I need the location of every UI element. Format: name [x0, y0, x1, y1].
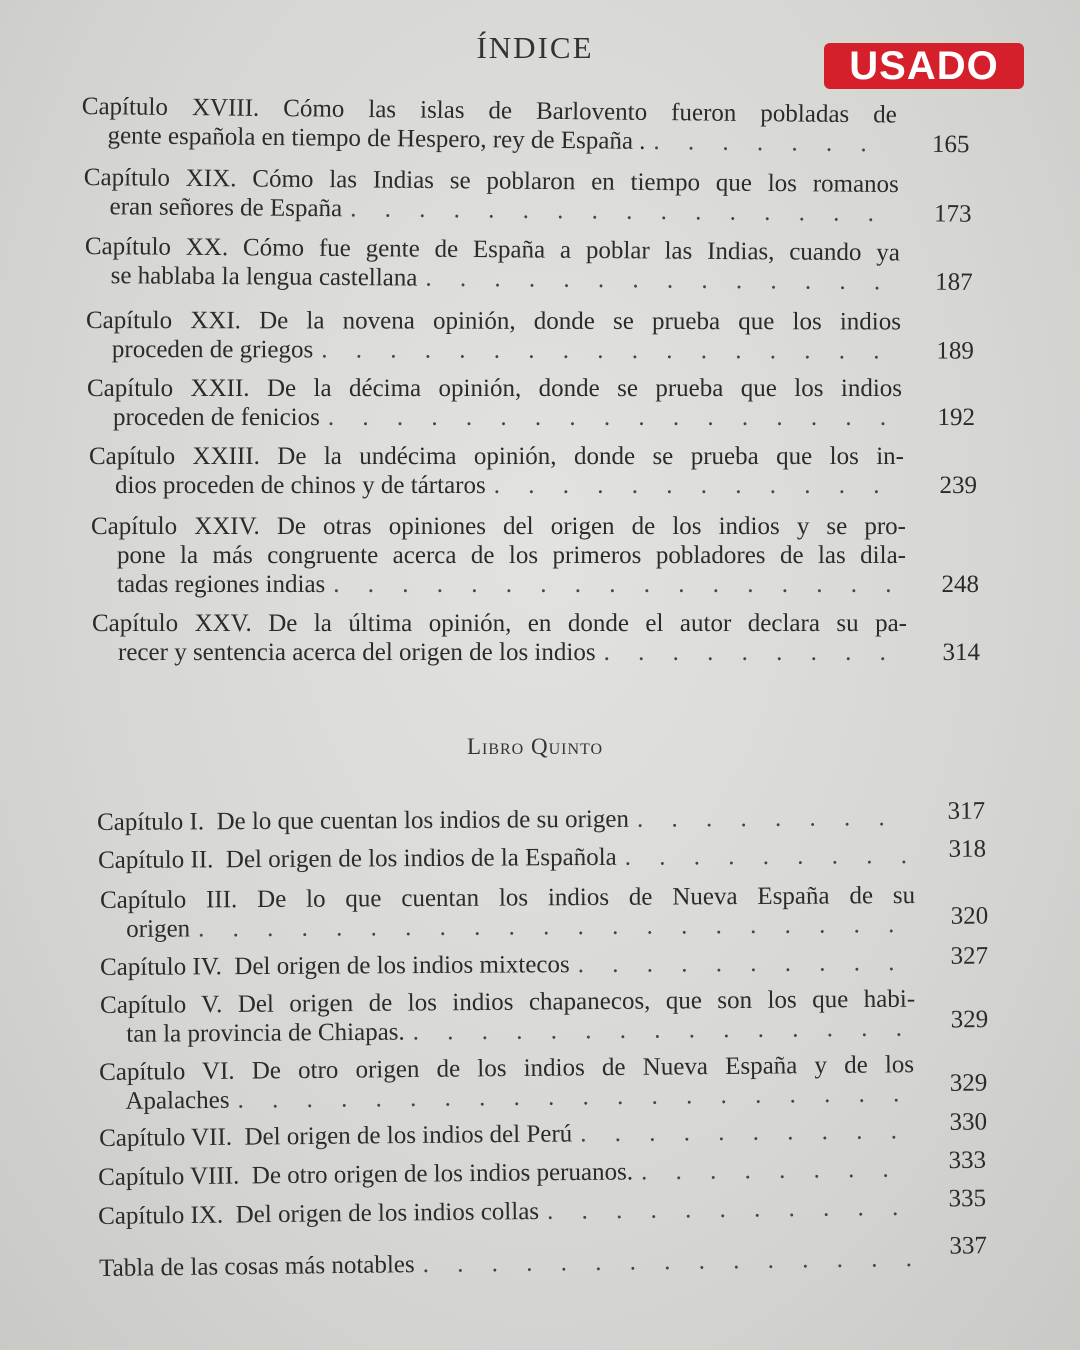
entry-title-last-line: Del origen de los indios mixtecos — [234, 951, 570, 981]
leader-dots — [625, 841, 914, 872]
entry-title-last-line: De otro origen de los indios peruanos. — [251, 1158, 634, 1190]
entry-title-last-line: recer y sentencia acerca del origen de los indios — [118, 639, 596, 666]
chapter-label: Capítulo VIII. — [98, 1162, 240, 1191]
chapter-label: Capítulo XXV. — [92, 610, 252, 637]
page-number: 165 — [931, 130, 970, 159]
toc-entry — [83, 163, 983, 229]
entry-title-line: pone la más congruente acerca de los primeros pobladores de las dila- — [117, 542, 906, 569]
leader-dots — [547, 1193, 913, 1226]
entry-title-last-line: tadas regiones indias — [117, 571, 326, 598]
entry-title-line: De la décima opinión, donde se prueba que los indios — [266, 375, 902, 402]
page-number: 333 — [948, 1146, 987, 1175]
leader-dots — [425, 264, 899, 297]
page-number: 239 — [939, 472, 977, 499]
page-number: 335 — [948, 1184, 987, 1213]
entry-title-line: Cómo fue gente de España a poblar las Indias, cuando ya — [242, 234, 900, 267]
chapter-label: Capítulo XXIII. — [89, 443, 260, 470]
leader-dots — [580, 1116, 914, 1148]
entry-title-last-line: se hablaba la lengua castellana — [110, 262, 418, 292]
chapter-label: Capítulo VII. — [99, 1123, 233, 1152]
page-number: 248 — [941, 571, 979, 598]
toc-entry — [89, 442, 989, 500]
leader-dots — [350, 194, 899, 228]
toc-entry — [100, 942, 1000, 982]
entry-title-line: De la novena opinión, donde se prueba que los indios — [259, 307, 902, 336]
toc-entry — [100, 881, 1000, 944]
used-badge: USADO — [824, 43, 1024, 89]
chapter-label: Capítulo IV. — [100, 953, 222, 981]
leader-dots — [422, 1244, 914, 1279]
leader-dots — [198, 910, 915, 943]
toc-entry — [81, 92, 982, 159]
section-heading: Libro Quinto — [466, 734, 604, 759]
page-number: 327 — [950, 942, 989, 970]
chapter-label: Capítulo XXI. — [85, 307, 241, 335]
page-number: 192 — [937, 404, 975, 431]
leader-dots — [413, 1014, 916, 1047]
page-number: 330 — [949, 1108, 988, 1136]
page-number: 329 — [949, 1069, 988, 1097]
page-number: 173 — [933, 200, 972, 228]
entry-title-last-line: Del origen de los indios del Perú — [244, 1120, 573, 1151]
page-number: 317 — [947, 797, 986, 825]
toc-entry — [99, 1108, 999, 1153]
leader-dots — [641, 1154, 913, 1186]
entry-title-last-line: eran señores de España — [109, 193, 343, 223]
entry-title-last-line: Apalaches — [125, 1086, 230, 1115]
entry-title-last-line: Tabla de las cosas más notables — [99, 1251, 415, 1282]
chapter-label: Capítulo XVIII. — [81, 92, 260, 122]
leader-dots — [578, 948, 916, 979]
page-number: 320 — [950, 902, 989, 930]
chapter-label: Capítulo I. — [97, 808, 205, 836]
chapter-label: Capítulo II. — [98, 846, 214, 874]
chapter-label: Capítulo VI. — [99, 1057, 235, 1086]
leader-dots — [637, 803, 912, 834]
toc-entry — [92, 609, 992, 667]
toc-entry — [98, 1184, 998, 1231]
entry-title-line: De otras opiniones del origen de los indios y se pro- — [276, 513, 906, 540]
page-number: 189 — [936, 337, 974, 365]
page-number: 329 — [950, 1006, 989, 1034]
entry-title-line: Cómo las islas de Barlovento fueron pobladas de — [283, 95, 897, 129]
entry-title-last-line: proceden de griegos — [111, 336, 314, 364]
chapter-label: Capítulo V. — [100, 991, 223, 1019]
leader-dots — [333, 570, 906, 599]
toc-entry — [97, 797, 997, 837]
page-number: 187 — [935, 268, 973, 296]
leader-dots — [237, 1079, 914, 1114]
chapter-label: Capítulo IX. — [98, 1201, 224, 1230]
toc-entry — [99, 1232, 999, 1283]
chapter-label: Capítulo XXII. — [87, 375, 250, 402]
entry-title-last-line: tan la provincia de Chiapas. — [126, 1018, 405, 1048]
entry-title-line: De la última opinión, en donde el autor declara su pa- — [268, 610, 907, 637]
entry-title-last-line: Del origen de los indios collas — [235, 1197, 540, 1229]
entry-title-last-line: De lo que cuentan los indios de su origen — [216, 805, 630, 836]
toc-entry — [87, 374, 987, 432]
leader-dots — [321, 335, 901, 365]
page-number: 318 — [948, 835, 987, 863]
toc-entry — [91, 512, 991, 599]
page-number: 337 — [949, 1232, 988, 1260]
chapter-label: Capítulo XIX. — [83, 163, 237, 193]
toc-entry — [98, 835, 998, 875]
entry-title-last-line: origen — [126, 915, 191, 943]
leader-dots — [653, 127, 896, 159]
entry-title-last-line: proceden de fenicios — [113, 404, 320, 431]
entry-title-line: De otro origen de los indios de Nueva España y de los — [251, 1051, 915, 1085]
entry-title-line: De lo que cuentan los indios de Nueva España de su — [257, 882, 916, 914]
page-title: ÍNDICE — [476, 30, 594, 65]
toc-entry — [100, 984, 1000, 1049]
entry-title-line: Del origen de los indios chapanecos, que son los que habi- — [237, 985, 916, 1018]
entry-title-line: De la undécima opinión, donde se prueba que los in- — [277, 443, 904, 470]
chapter-label: Capítulo XX. — [84, 232, 229, 262]
leader-dots — [328, 403, 902, 432]
toc-entry — [98, 1146, 998, 1192]
toc-entry — [85, 232, 985, 297]
chapter-label: Capítulo XXIV. — [91, 513, 260, 540]
entry-title-line: Cómo las Indias se poblaron en tiempo que los romanos — [252, 165, 899, 199]
toc-entry — [86, 306, 986, 366]
toc-entry — [99, 1049, 1000, 1116]
entry-title-last-line: gente española en tiempo de Hespero, rey de España . — [107, 122, 646, 155]
leader-dots — [604, 638, 907, 667]
entry-title-last-line: Del origen de los indios de la Española — [225, 843, 617, 874]
entry-title-last-line: dios proceden de chinos y de tártaros — [115, 472, 486, 499]
chapter-label: Capítulo III. — [100, 886, 238, 914]
leader-dots — [494, 471, 904, 500]
page-number: 314 — [942, 639, 980, 666]
